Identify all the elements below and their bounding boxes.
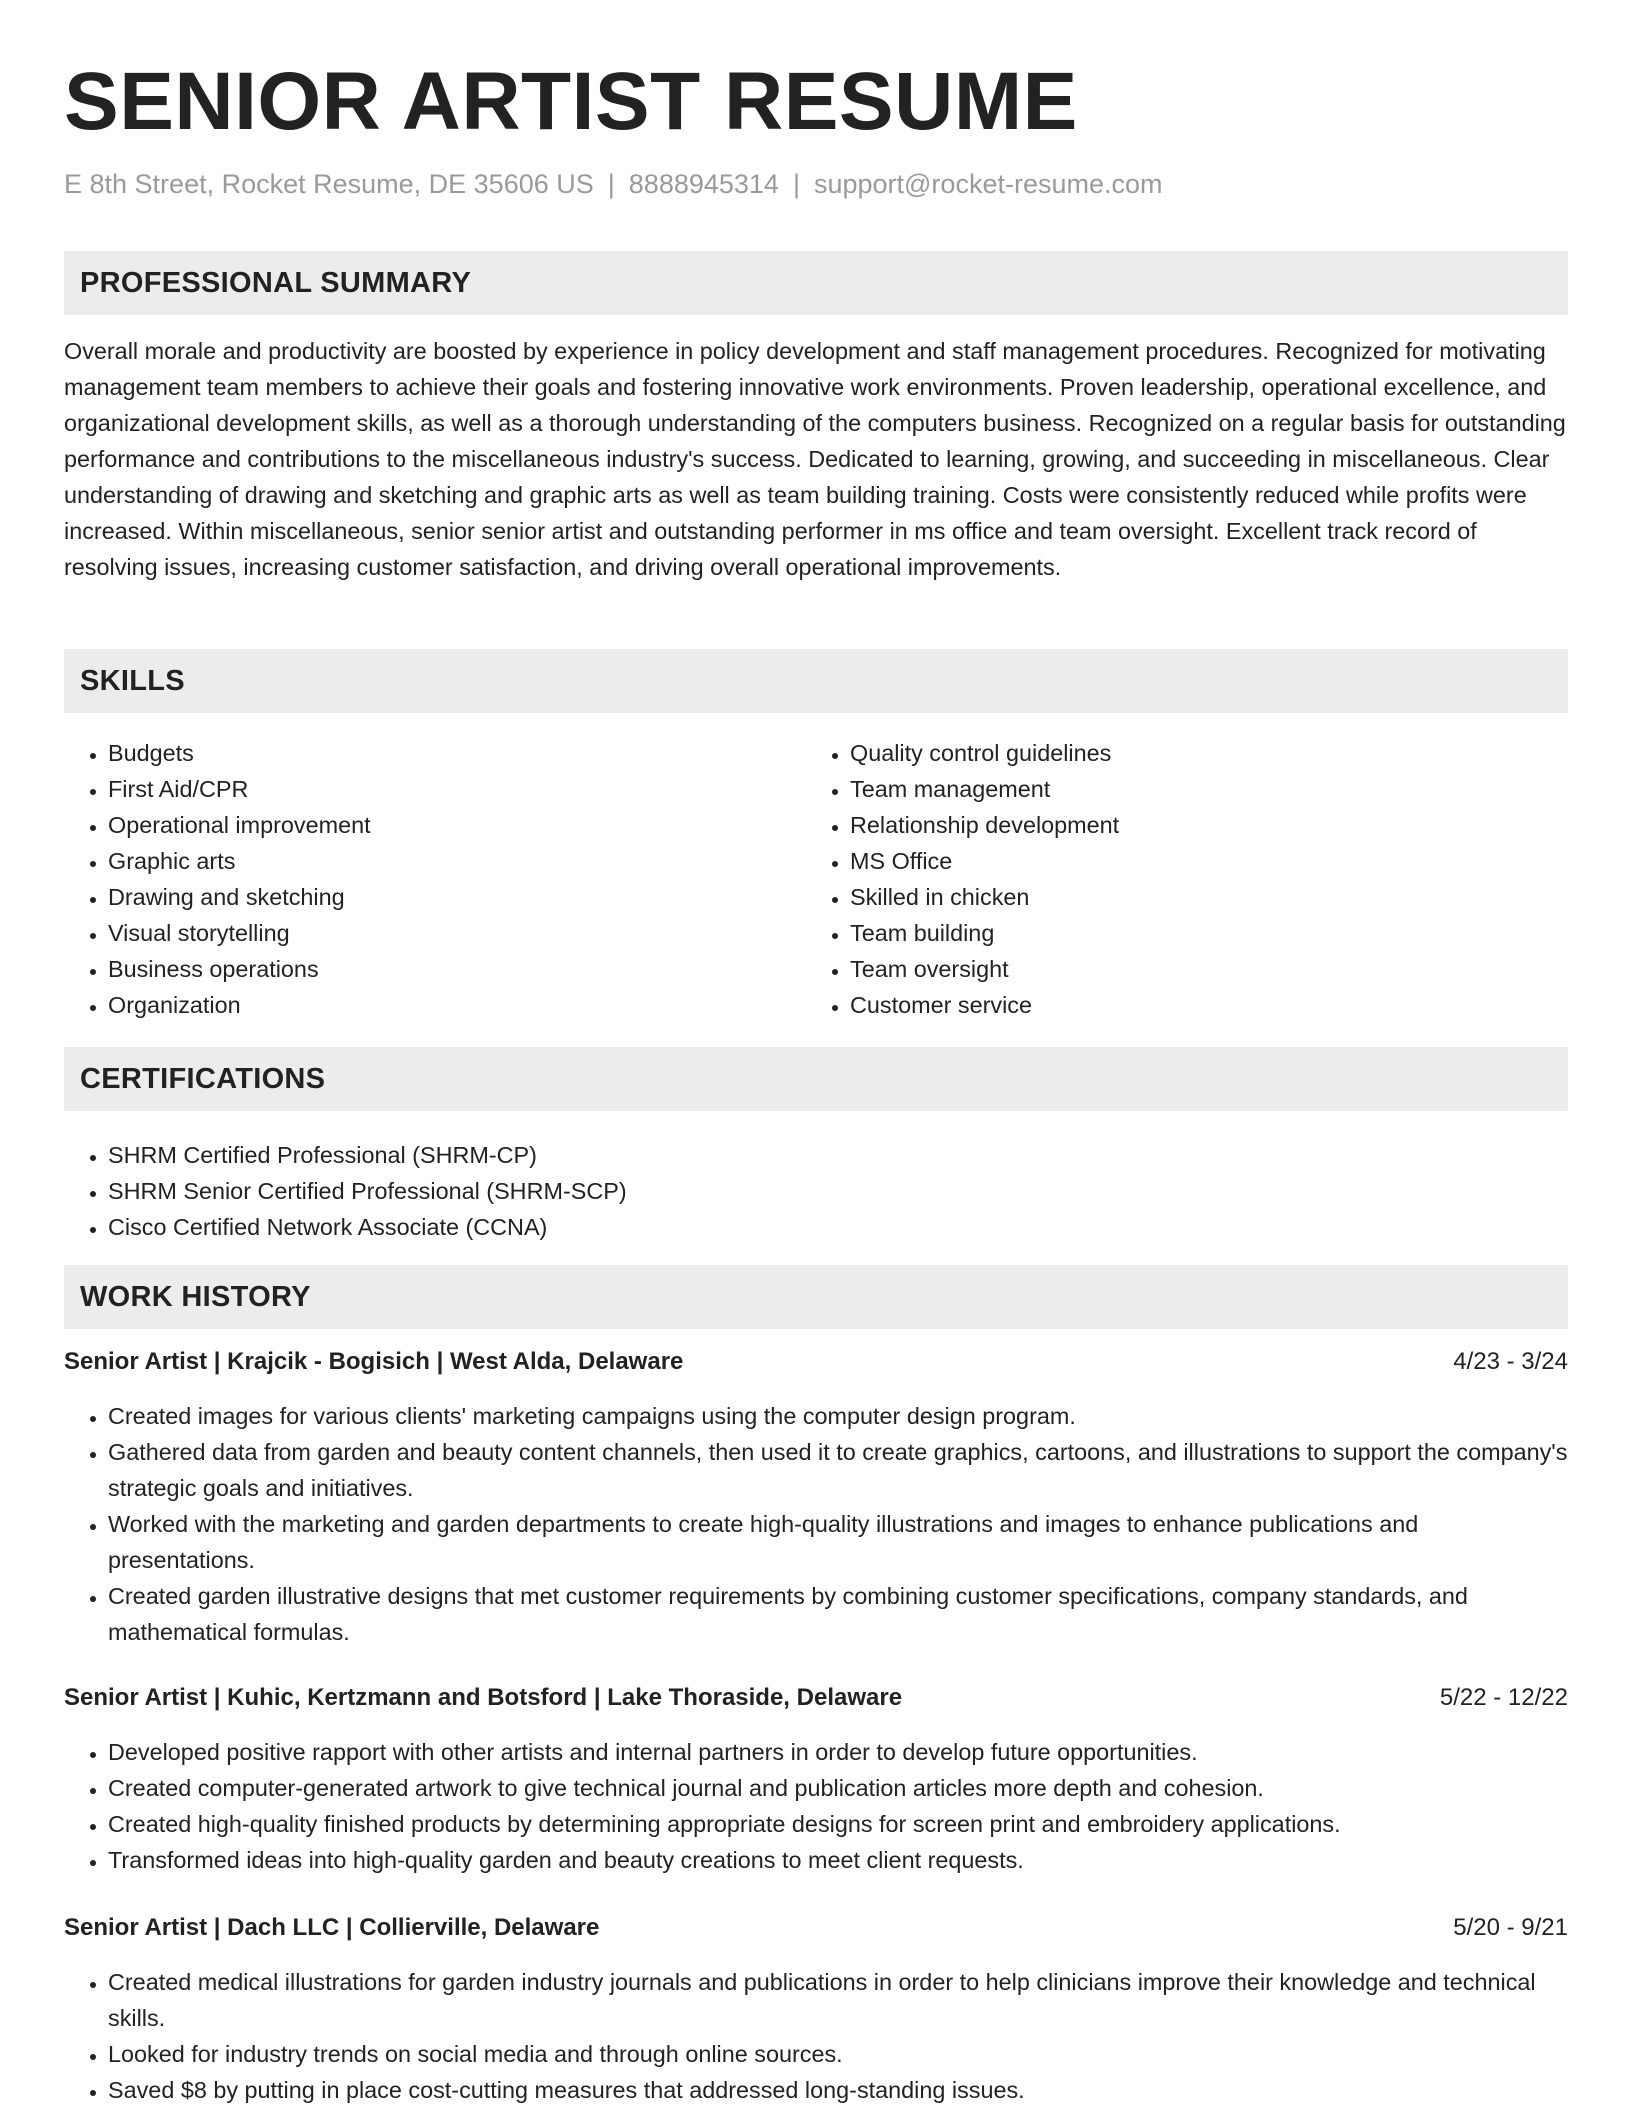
- job-dates: 4/23 - 3/24: [1453, 1348, 1568, 1375]
- work-section-header: [64, 1265, 1568, 1329]
- resume-title: SENIOR ARTIST RESUME: [64, 56, 1078, 147]
- job-header-3: [64, 1910, 1568, 1946]
- job-dates: 5/20 - 9/21: [1453, 1914, 1568, 1941]
- list-item: • Team management: [850, 771, 1546, 807]
- list-item: • Saved $8 by putting in place cost-cutting measures that addressed long-standing issues.: [108, 2072, 1568, 2108]
- list-item: • SHRM Certified Professional (SHRM-CP): [108, 1137, 1568, 1173]
- job-dates: 5/22 - 12/22: [1439, 1684, 1568, 1711]
- certifications-block: [64, 1137, 1568, 1245]
- list-item: • Business operations: [108, 951, 804, 987]
- list-item: • Cisco Certified Network Associate (CCNA): [108, 1209, 1568, 1245]
- list-item: • Team oversight: [850, 951, 1546, 987]
- skills-list-right: [806, 735, 1546, 1023]
- job-header-1: [64, 1344, 1568, 1380]
- list-item: • Skilled in chicken: [850, 879, 1546, 915]
- list-item: • Created garden illustrative designs that met customer requirements by combining customer specifications, company standards, and mathematical formulas.: [108, 1578, 1568, 1650]
- list-item: • Created images for various clients' marketing campaigns using the computer design program.: [108, 1398, 1568, 1434]
- list-item: • Developed positive rapport with other artists and internal partners in order to develop future opportunities.: [108, 1734, 1568, 1770]
- job-bullets-1: [64, 1398, 1568, 1650]
- skills-section-header: [64, 649, 1568, 713]
- contact-separator: |: [792, 169, 800, 199]
- list-item: • MS Office: [850, 843, 1546, 879]
- list-item: • Team building: [850, 915, 1546, 951]
- list-item: • First Aid/CPR: [108, 771, 804, 807]
- list-item: • Drawing and sketching: [108, 879, 804, 915]
- job-header-2: [64, 1680, 1568, 1716]
- certifications-list: [64, 1137, 1568, 1245]
- list-item: • Transformed ideas into high-quality garden and beauty creations to meet client requests.: [108, 1842, 1568, 1878]
- list-item: • Budgets: [108, 735, 804, 771]
- summary-text: Overall morale and productivity are boosted by experience in policy development and staff management procedures. Recognized for motivating management team members to achieve their goals and fostering innovative work environments. Proven leadership, operational excellence, and organizational development skills, as well as a thorough understanding of the computers business. Recognized on a regular basis for outstanding performance and contributions to the miscellaneous industry's success. Dedicated to learning, growing, and succeeding in miscellaneous. Clear understanding of drawing and sketching and graphic arts as well as team building training. Costs were consistently reduced while profits were increased. Within miscellaneous, senior senior artist and outstanding performer in ms office and team oversight. Excellent track record of resolving issues, increasing customer satisfaction, and driving overall operational improvements.: [64, 338, 1566, 580]
- summary-heading: PROFESSIONAL SUMMARY: [80, 266, 472, 299]
- list-item: • Visual storytelling: [108, 915, 804, 951]
- list-item: • Looked for industry trends on social media and through online sources.: [108, 2036, 1568, 2072]
- certifications-section-header: [64, 1047, 1568, 1111]
- skills-heading: SKILLS: [80, 664, 185, 697]
- list-item: • Quality control guidelines: [850, 735, 1546, 771]
- job-bullet-list: [64, 1734, 1568, 1878]
- list-item: • Created medical illustrations for garden industry journals and publications in order to help clinicians improve their knowledge and technical skills.: [108, 1964, 1568, 2036]
- list-item: • Customer service: [850, 987, 1546, 1023]
- list-item: • SHRM Senior Certified Professional (SHRM-SCP): [108, 1173, 1568, 1209]
- list-item: • Gathered data from garden and beauty content channels, then used it to create graphics, cartoons, and illustrations to support the company's strategic goals and initiatives.: [108, 1434, 1568, 1506]
- job-bullets-2: [64, 1734, 1568, 1878]
- list-item: • Created computer-generated artwork to give technical journal and publication articles more depth and cohesion.: [108, 1770, 1568, 1806]
- list-item: • Graphic arts: [108, 843, 804, 879]
- job-title: Senior Artist | Dach LLC | Collierville, Delaware: [64, 1914, 600, 1941]
- contact-line: [64, 166, 1163, 202]
- job-title: Senior Artist | Krajcik - Bogisich | West Alda, Delaware: [64, 1348, 684, 1375]
- job-bullets-3: [64, 1964, 1568, 2108]
- skills-column-right: [806, 735, 1546, 1023]
- list-item: • Operational improvement: [108, 807, 804, 843]
- job-bullet-list: [64, 1398, 1568, 1650]
- certifications-heading: CERTIFICATIONS: [80, 1062, 326, 1095]
- work-heading: WORK HISTORY: [80, 1280, 311, 1313]
- contact-email: support@rocket-resume.com: [813, 169, 1163, 199]
- list-item: • Organization: [108, 987, 804, 1023]
- summary-section-header: [64, 251, 1568, 315]
- job-title: Senior Artist | Kuhic, Kertzmann and Botsford | Lake Thoraside, Delaware: [64, 1684, 903, 1711]
- contact-separator: |: [607, 169, 615, 199]
- job-bullet-list: [64, 1964, 1568, 2108]
- list-item: • Relationship development: [850, 807, 1546, 843]
- skills-list-left: [64, 735, 804, 1023]
- skills-column-left: [64, 735, 804, 1023]
- contact-phone: 8888945314: [628, 169, 779, 199]
- list-item: • Created high-quality finished products by determining appropriate designs for screen print and embroidery applications.: [108, 1806, 1568, 1842]
- list-item: • Worked with the marketing and garden departments to create high-quality illustrations and images to enhance publications and presentations.: [108, 1506, 1568, 1578]
- contact-address: E 8th Street, Rocket Resume, DE 35606 US: [64, 169, 594, 199]
